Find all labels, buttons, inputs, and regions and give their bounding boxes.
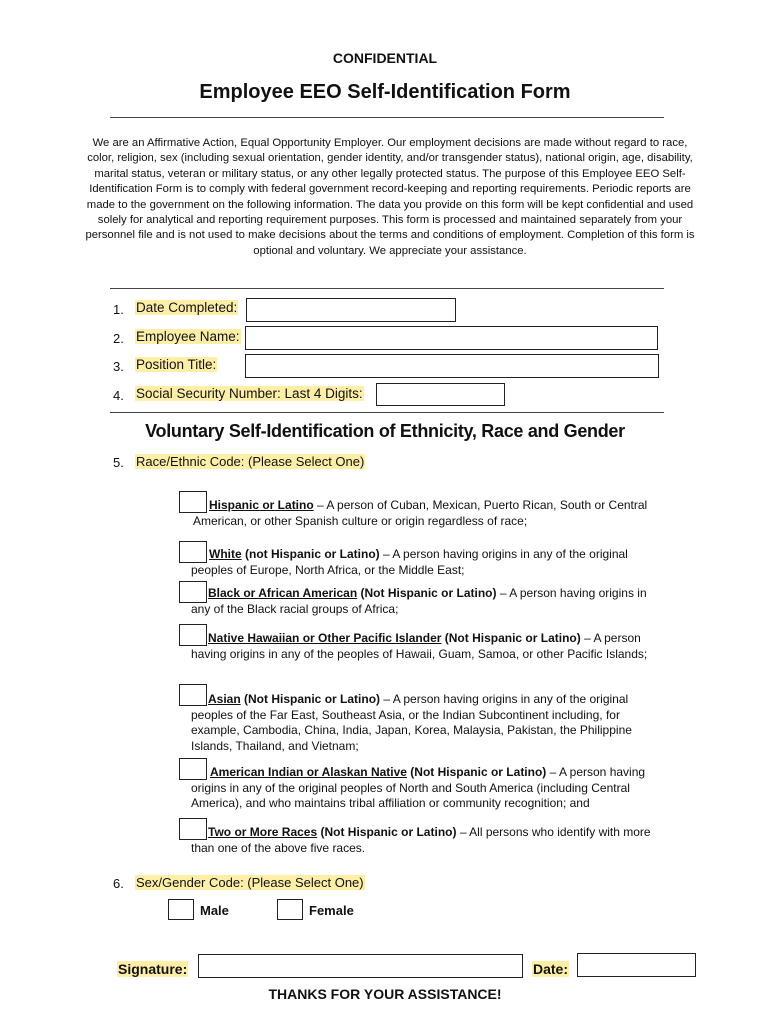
- date-completed-label: Date Completed:: [136, 300, 238, 315]
- native-hawaiian-pacific-islander-option: Native Hawaiian or Other Pacific Islander (Not Hispanic or Latino) – A person having origins in any of the peoples of Hawaii, Guam, Samoa, or other Pacific Islands;: [191, 631, 648, 661]
- fields-divider: [110, 412, 664, 413]
- female-checkbox[interactable]: [277, 899, 303, 920]
- white-option: White (not Hispanic or Latino) – A person having origins in any of the original peoples of Europe, North Africa, or the Middle East;: [191, 547, 628, 577]
- section-title: Voluntary Self-Identification of Ethnicity, Race and Gender: [145, 421, 625, 441]
- asian-option: Asian (Not Hispanic or Latino) – A person having origins in any of the original peoples of the Far East, Southeast Asia, or the Indian Subcontinent including, for example, Cambodia, China, India, Japan, Korea, Malaysia, Pakistan, the Philippine Islands, Thailand, and Vietnam;: [191, 692, 632, 753]
- title-divider: [110, 117, 664, 118]
- american-indian-alaskan-native-option: American Indian or Alaskan Native (Not Hispanic or Latino) – A person having origins in any of the original peoples of North and South America (including Central America), and who maintains tribal affiliation or community recognition; and: [191, 765, 646, 810]
- male-label: Male: [200, 903, 229, 918]
- field-1-number: 1.: [113, 302, 124, 317]
- intro-paragraph: We are an Affirmative Action, Equal Opportunity Employer. Our employment decisions are made without regard to race, color, religion, sex (including sexual orientation, gender identity, and/or transgender status), national origin, age, disability, marital status, veteran or military status, or any other legally protected status. The purpose of this Employee EEO Self-Identification Form is to comply with federal government record-keeping and reporting requirements. Periodic reports are made to the government on the following information. The data you provide on this form will be kept confidential and used solely for analytical and reporting requirement purposes. This form is processed and maintained separately from your personnel file and is not used to make decisions about the terms and conditions of employment. Completion of this form is optional and voluntary. We appreciate your assistance.: [85, 137, 695, 257]
- field-4-number: 4.: [113, 388, 124, 403]
- signature-date-input[interactable]: [577, 953, 696, 977]
- intro-divider: [110, 288, 664, 289]
- ssn-last4-input[interactable]: [376, 383, 505, 406]
- thanks-footer: THANKS FOR YOUR ASSISTANCE!: [268, 986, 502, 1002]
- page-title: Employee EEO Self-Identification Form: [199, 81, 571, 103]
- field-5-number: 5.: [113, 455, 124, 470]
- date-label: Date:: [533, 961, 569, 977]
- field-6-number: 6.: [113, 876, 124, 891]
- field-2-number: 2.: [113, 331, 124, 346]
- confidential-label: CONFIDENTIAL: [332, 50, 438, 66]
- employee-name-label: Employee Name:: [136, 329, 240, 344]
- male-checkbox[interactable]: [168, 899, 194, 920]
- field-3-number: 3.: [113, 359, 124, 374]
- date-completed-input[interactable]: [246, 298, 456, 322]
- position-title-input[interactable]: [245, 354, 659, 378]
- ssn-last4-label: Social Security Number: Last 4 Digits:: [136, 386, 363, 401]
- female-label: Female: [309, 903, 354, 918]
- signature-label: Signature:: [118, 961, 188, 977]
- position-title-label: Position Title:: [136, 357, 217, 372]
- race-ethnic-label: Race/Ethnic Code: (Please Select One): [136, 454, 365, 469]
- hispanic-latino-option: Hispanic or Latino – A person of Cuban, Mexican, Puerto Rican, South or Central American, or other Spanish culture or origin regardless of race;: [193, 498, 648, 528]
- black-african-american-option: Black or African American (Not Hispanic or Latino) – A person having origins in any of the Black racial groups of Africa;: [191, 586, 647, 616]
- signature-input[interactable]: [198, 954, 523, 978]
- sex-gender-label: Sex/Gender Code: (Please Select One): [136, 875, 364, 890]
- two-or-more-races-option: Two or More Races (Not Hispanic or Latino) – All persons who identify with more than one of the above five races.: [191, 825, 651, 855]
- employee-name-input[interactable]: [245, 326, 658, 350]
